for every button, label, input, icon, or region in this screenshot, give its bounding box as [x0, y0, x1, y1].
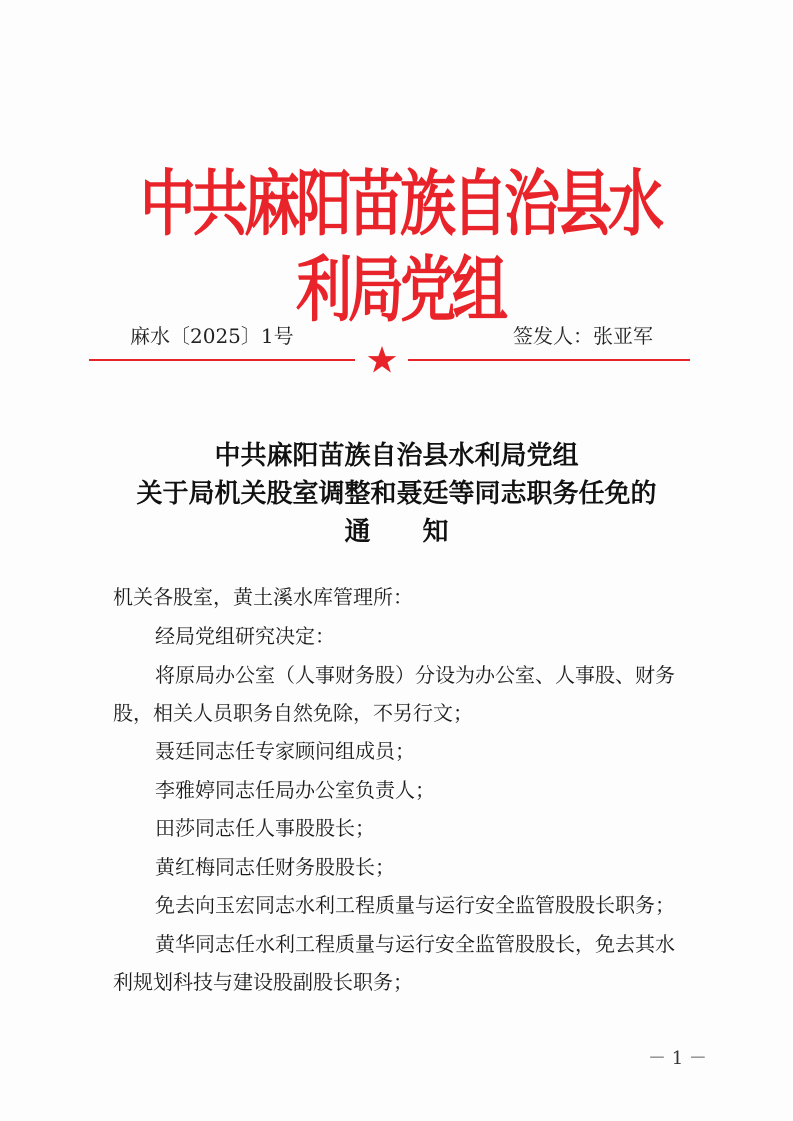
document-number: 麻水〔2025〕1号 [130, 324, 294, 348]
document-title-line-1: 中共麻阳苗族自治县水利局党组 [214, 441, 579, 471]
paragraph-appointment-huang-hua-line-2: 利规划科技与建设股副股长职务； [113, 970, 413, 994]
paragraph-office-split-line-1: 将原局办公室（人事财务股）分设为办公室、人事股、财务 [155, 663, 675, 687]
signer-label: 签发人：张亚军 [513, 324, 653, 348]
red-star-icon [365, 343, 399, 377]
organization-header: 中共麻阳苗族自治县水利局党组 [140, 162, 660, 333]
red-divider-left [89, 359, 355, 361]
paragraph-decision-intro: 经局党组研究决定： [155, 624, 335, 648]
page-number: － 1 － [648, 1048, 707, 1069]
document-title-line-2: 关于局机关股室调整和聂廷等同志职务任免的 [136, 479, 657, 509]
red-divider-right [408, 359, 690, 361]
paragraph-appointment-tian-sha: 田莎同志任人事股股长； [155, 816, 375, 840]
paragraph-appointment-nie-ting: 聂廷同志任专家顾问组成员； [155, 739, 415, 763]
paragraph-appointment-huang-hongmei: 黄红梅同志任财务股股长； [155, 855, 395, 879]
paragraph-removal-xiang-yuhong: 免去向玉宏同志水利工程质量与运行安全监管股股长职务； [155, 893, 675, 917]
paragraph-appointment-li-yating: 李雅婷同志任局办公室负责人； [155, 778, 435, 802]
document-title-line-3: 通知 [344, 517, 501, 547]
paragraph-office-split-line-2: 股，相关人员职务自然免除，不另行文； [113, 701, 473, 725]
paragraph-appointment-huang-hua-line-1: 黄华同志任水利工程质量与运行安全监管股股长，免去其水 [155, 932, 675, 956]
recipients-line: 机关各股室，黄土溪水库管理所： [113, 585, 413, 609]
